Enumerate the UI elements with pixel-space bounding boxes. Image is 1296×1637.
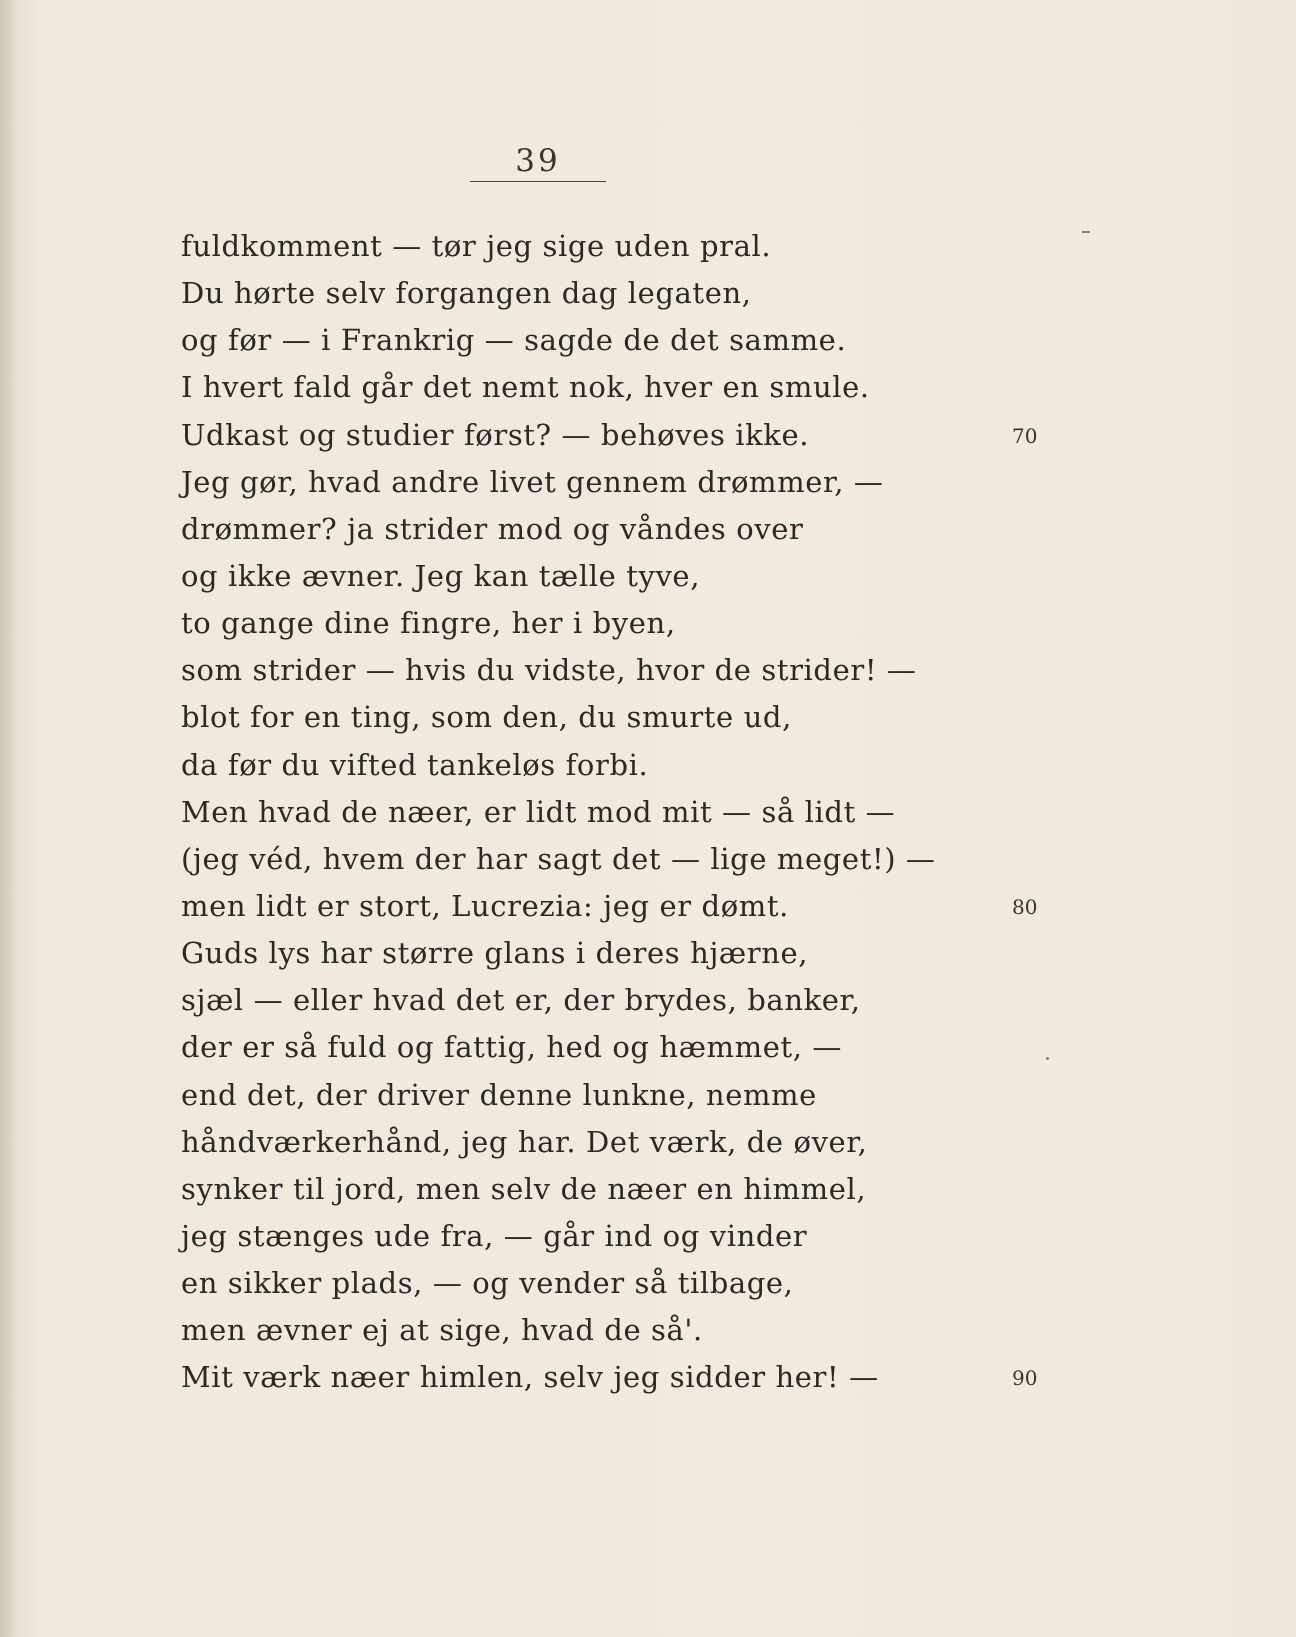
- poem-line-71: blot for en ting, som den, du smurte ud,: [181, 700, 792, 735]
- stray-ink-dot: [1046, 1057, 1049, 1060]
- poem-line-81: synker til jord, men selv de næer en himmel,: [181, 1171, 867, 1206]
- poem-line-66: Jeg gør, hvad andre livet gennem drømmer, —: [181, 464, 884, 499]
- poem-line-64: I hvert fald går det nemt nok, hver en smule.: [181, 370, 870, 405]
- poem-line-80: håndværkerhånd, jeg har. Det værk, de øver,: [181, 1124, 868, 1159]
- line-number-70: 70: [1012, 424, 1038, 448]
- poem-line-62: Du hørte selv forgangen dag legaten,: [181, 276, 752, 311]
- poem-line-82: jeg stænges ude fra, — går ind og vinder: [181, 1218, 808, 1253]
- poem-text-block: [181, 223, 941, 1402]
- poem-line-84: men ævner ej at sige, hvad de så'.: [181, 1313, 703, 1348]
- poem-line-79: end det, der driver denne lunkne, nemme: [181, 1077, 817, 1112]
- page-number: 39: [515, 143, 561, 179]
- poem-line-72: da før du vifted tankeløs forbi.: [181, 747, 649, 782]
- poem-line-78: der er så fuld og fattig, hed og hæmmet, —: [181, 1030, 843, 1065]
- page-number-container: [470, 143, 606, 183]
- poem-line-83: en sikker plads, — og vender så tilbage,: [181, 1266, 794, 1301]
- poem-line-63: og før — i Frankrig — sagde de det samme.: [181, 323, 847, 358]
- page-spine-shadow: [0, 0, 14, 1637]
- poem-line-75: men lidt er stort, Lucrezia: jeg er dømt.: [181, 888, 789, 923]
- poem-line-74: (jeg véd, hvem der har sagt det — lige meget!) —: [181, 841, 936, 876]
- poem-line-69: to gange dine fingre, her i byen,: [181, 606, 676, 641]
- poem-line-77: sjæl — eller hvad det er, der brydes, banker,: [181, 983, 861, 1018]
- poem-line-85: Mit værk næer himlen, selv jeg sidder her! —: [181, 1360, 879, 1395]
- poem-line-67: drømmer? ja strider mod og våndes over: [181, 511, 804, 546]
- poem-line-73: Men hvad de næer, er lidt mod mit — så lidt —: [181, 794, 896, 829]
- stray-ink-mark: [1082, 231, 1090, 233]
- line-number-90: 90: [1012, 1366, 1038, 1390]
- line-number-80: 80: [1012, 895, 1038, 919]
- poem-line-76: Guds lys har større glans i deres hjærne,: [181, 936, 809, 971]
- poem-line-61: fuldkomment — tør jeg sige uden pral.: [181, 229, 772, 263]
- poem-line-68: og ikke ævner. Jeg kan tælle tyve,: [181, 558, 701, 593]
- poem-line-70: som strider — hvis du vidste, hvor de strider! —: [181, 653, 917, 688]
- page-number-rule: [470, 181, 606, 182]
- poem-line-65: Udkast og studier først? — behøves ikke.: [181, 417, 810, 452]
